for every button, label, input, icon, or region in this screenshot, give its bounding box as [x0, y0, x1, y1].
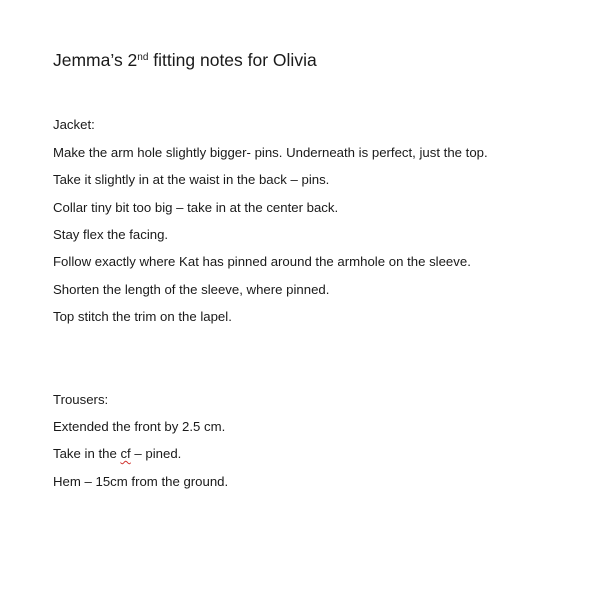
jacket-note-1: Make the arm hole slightly bigger- pins. Underneath is perfect, just the top.	[53, 145, 488, 160]
title-superscript: nd	[137, 52, 149, 63]
jacket-note-4: Stay flex the facing.	[53, 227, 169, 242]
jacket-note-5: Follow exactly where Kat has pinned around the armhole on the sleeve.	[53, 254, 471, 269]
spellcheck-flagged-word[interactable]: cf	[120, 446, 131, 461]
trousers-note-2-after: – pined.	[130, 446, 182, 461]
jacket-note-2: Take it slightly in at the waist in the back – pins.	[53, 172, 330, 187]
jacket-note-6: Shorten the length of the sleeve, where pinned.	[53, 282, 330, 297]
title-prefix: Jemma’s 2	[53, 50, 138, 70]
trousers-heading: Trousers:	[53, 392, 109, 407]
jacket-note-7: Top stitch the trim on the lapel.	[53, 309, 232, 324]
jacket-note-3: Collar tiny bit too big – take in at the center back.	[53, 200, 339, 215]
trousers-note-2	[53, 446, 181, 461]
trousers-note-2-before: Take in the	[53, 446, 121, 461]
trousers-note-3: Hem – 15cm from the ground.	[53, 474, 229, 489]
title-suffix: fitting notes for Olivia	[148, 50, 317, 70]
jacket-heading: Jacket:	[53, 117, 95, 132]
trousers-note-1: Extended the front by 2.5 cm.	[53, 419, 226, 434]
document-title	[53, 50, 317, 71]
